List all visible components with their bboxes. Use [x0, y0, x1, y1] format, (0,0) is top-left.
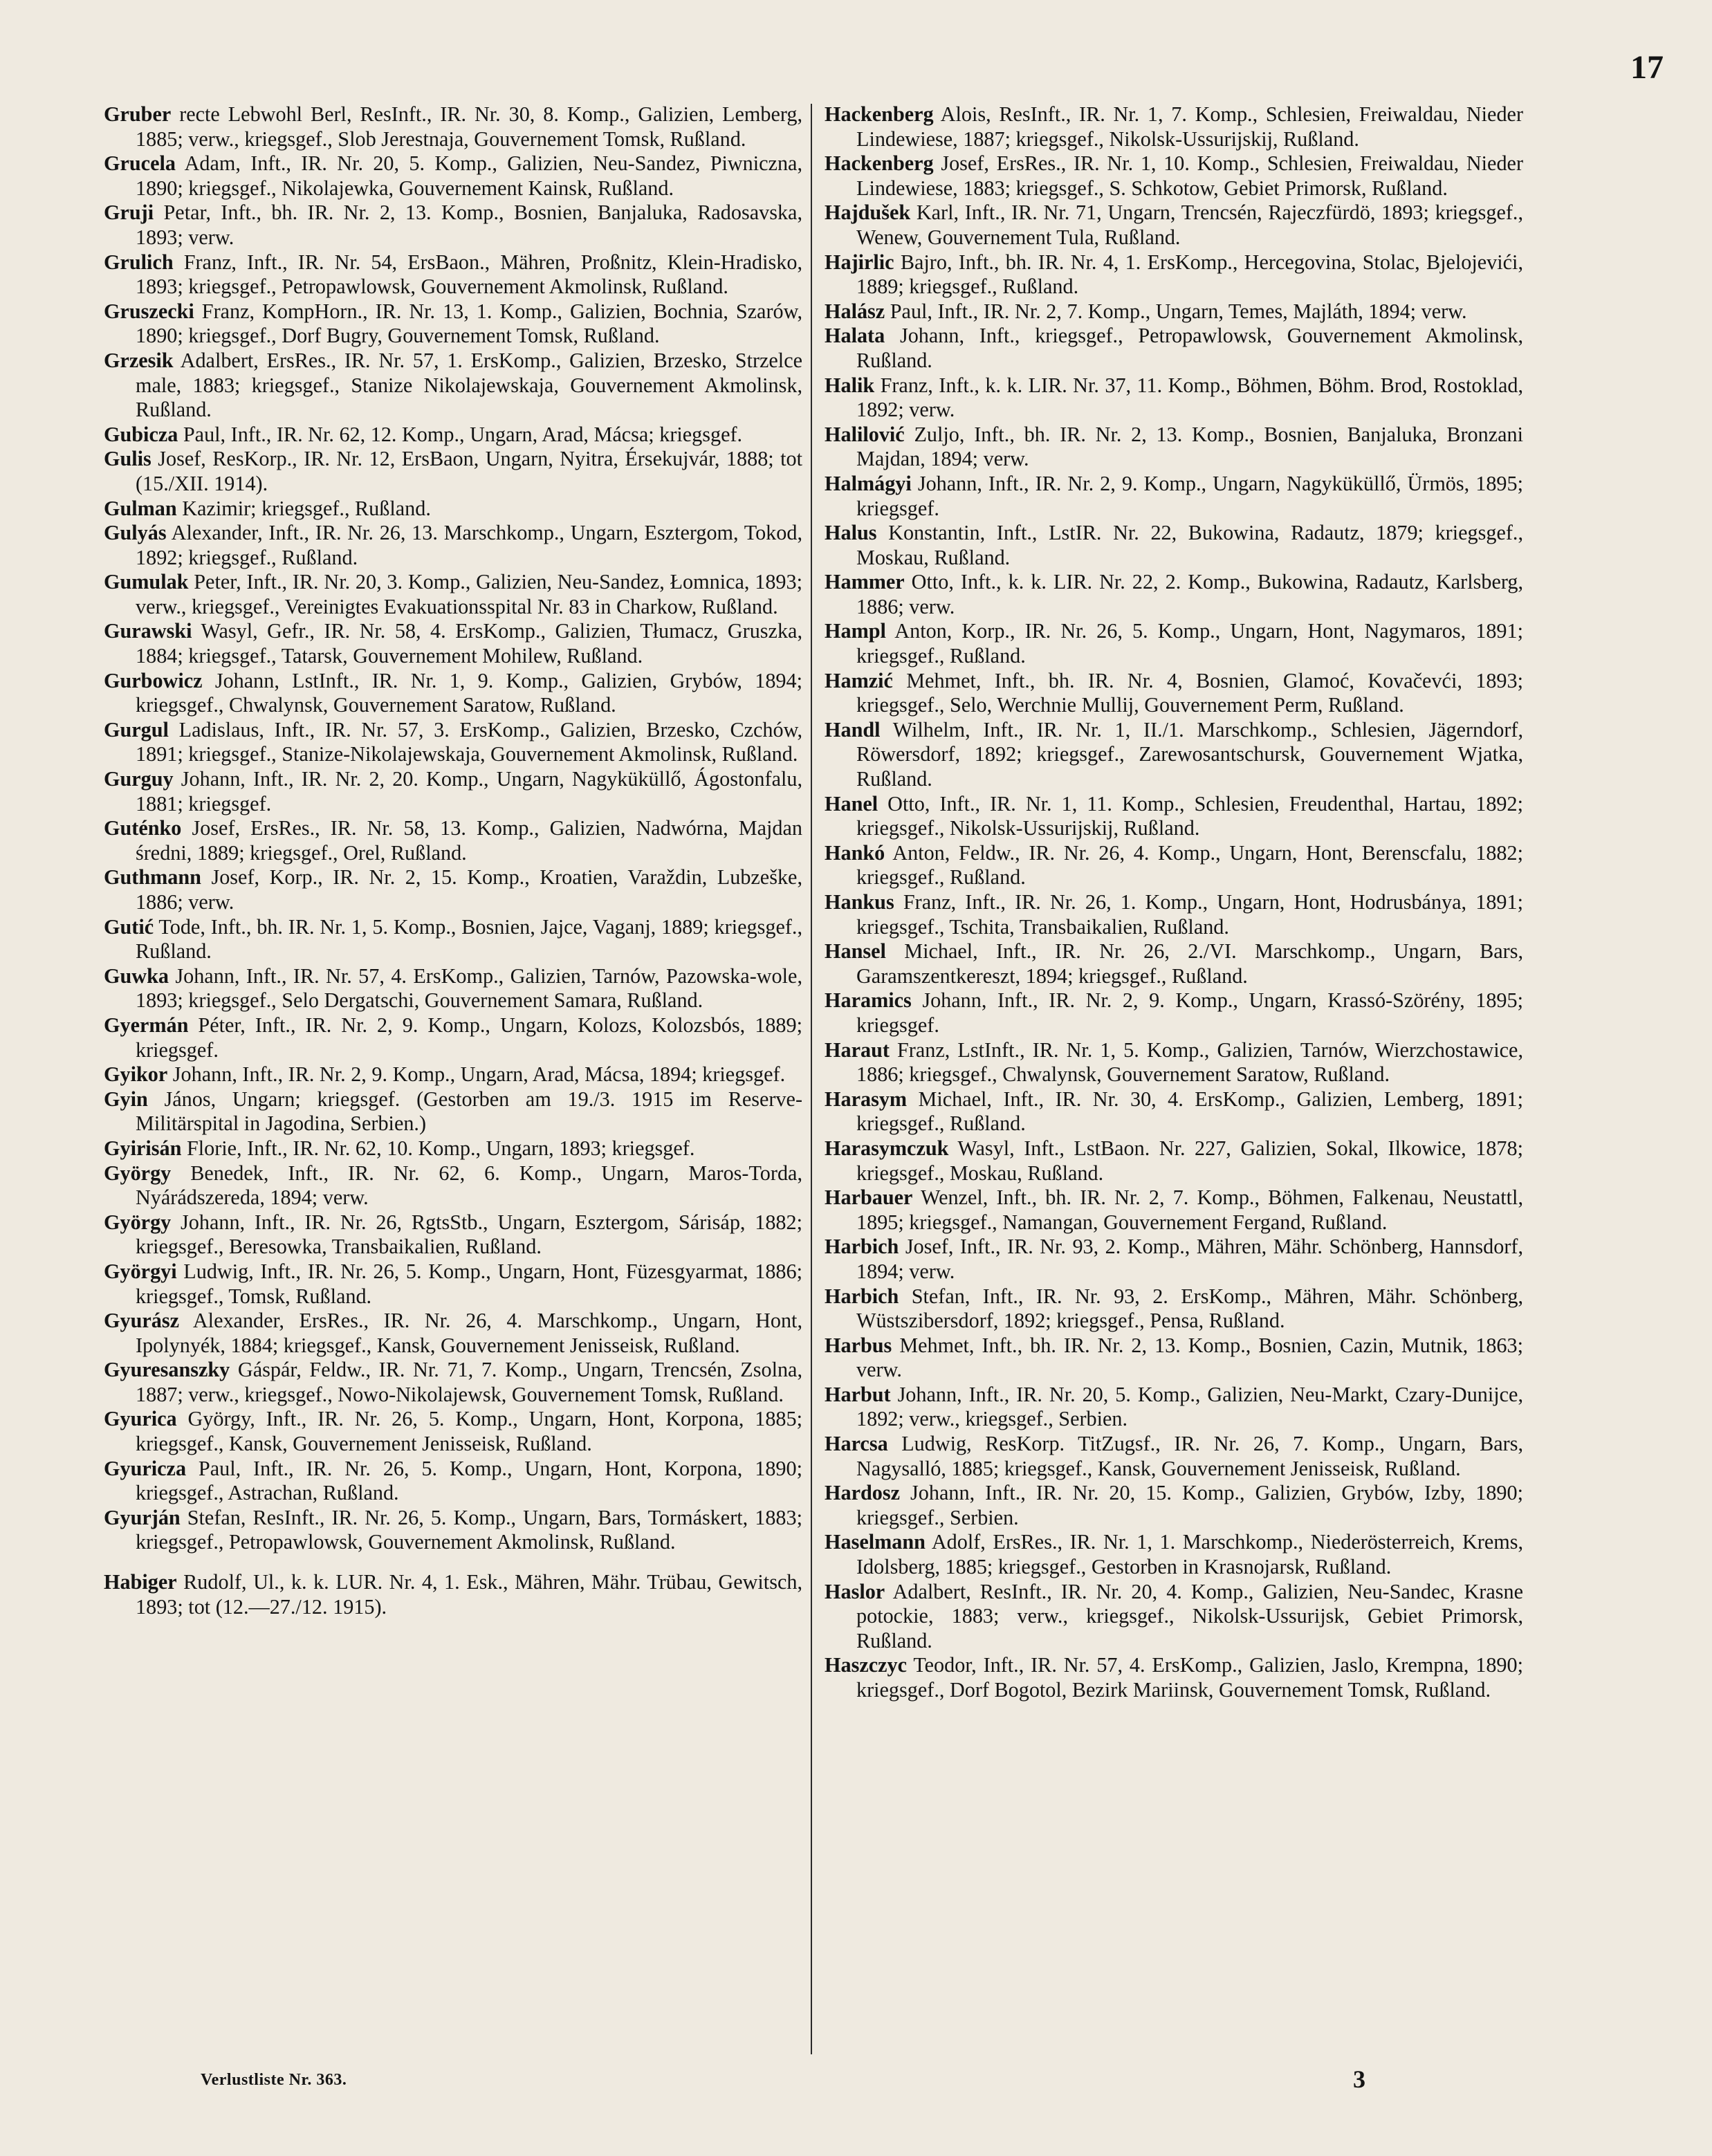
entry-surname: Gyermán [104, 1013, 189, 1037]
entry-surname: Gutić [104, 914, 154, 939]
entry-details: Konstantin, Inft., LstIR. Nr. 22, Bukowina, Radautz, 1879; kriegsgef., Moskau, Rußland. [856, 521, 1523, 569]
casualty-entry [825, 250, 1523, 300]
entry-details: Ladislaus, Inft., IR. Nr. 57, 3. ErsKomp., Galizien, Brzesko, Czchów, 1891; kriegsgef., Stanize-Nikolajewskaja, Gouvernement Akmolinsk, Rußland. [136, 717, 802, 766]
entry-surname: Hammer [825, 570, 905, 594]
entry-details: Ludwig, Inft., IR. Nr. 26, 5. Komp., Ungarn, Hont, Füzesgyarmat, 1886; kriegsgef., Tomsk, Rußland. [136, 1259, 802, 1308]
casualty-entry [825, 1481, 1523, 1530]
entry-surname: Haraut [825, 1038, 890, 1062]
casualty-entry [104, 1210, 802, 1260]
entry-surname: Gyirisán [104, 1136, 182, 1160]
casualty-entry [825, 1038, 1523, 1087]
entry-details: Johann, Inft., IR. Nr. 26, RgtsStb., Ungarn, Esztergom, Sárisáp, 1882; kriegsgef., Beresowka, Transbaikalien, Rußland. [136, 1210, 802, 1259]
casualty-entry [825, 1186, 1523, 1235]
entry-details: Adam, Inft., IR. Nr. 20, 5. Komp., Galizien, Neu-Sandez, Piwniczna, 1890; kriegsgef., Nikolajewka, Gouvernement Kainsk, Rußland. [136, 151, 802, 200]
casualty-entry [104, 250, 802, 300]
entry-details: Franz, Inft., k. k. LIR. Nr. 37, 11. Komp., Böhmen, Böhm. Brod, Rostoklad, 1892; verw. [856, 373, 1523, 422]
casualty-entry [104, 619, 802, 668]
entry-details: Johann, Inft., IR. Nr. 2, 20. Komp., Ungarn, Nagyküküllő, Ágostonfalu, 1881; kriegsgef. [136, 767, 802, 816]
entry-details: recte Lebwohl Berl, ResInft., IR. Nr. 30, 8. Komp., Galizien, Lemberg, 1885; verw., kriegsgef., Slob Jerestnaja, Gouvernement Tomsk, Rußland. [136, 102, 802, 151]
entry-details: Rudolf, Ul., k. k. LUR. Nr. 4, 1. Esk., Mähren, Mähr. Trübau, Gewitsch, 1893; tot (12.—27./12. 1915). [136, 1570, 802, 1619]
entry-details: Otto, Inft., k. k. LIR. Nr. 22, 2. Komp., Bukowina, Radautz, Karlsberg, 1886; verw. [856, 570, 1523, 618]
casualty-entry [825, 718, 1523, 792]
casualty-entry [825, 988, 1523, 1038]
casualty-entry [825, 939, 1523, 988]
entry-surname: Harasymczuk [825, 1136, 949, 1160]
entry-surname: Gulis [104, 447, 151, 471]
entry-surname: Guwka [104, 964, 169, 988]
entry-details: Stefan, Inft., IR. Nr. 93, 2. ErsKomp., Mähren, Mähr. Schönberg, Wüstszibersdorf, 1892; kriegsgef., Pensa, Rußland. [856, 1284, 1523, 1333]
entry-surname: Grzesik [104, 348, 174, 372]
entry-details: Adolf, ErsRes., IR. Nr. 1, 1. Marschkomp., Niederösterreich, Krems, Idolsberg, 1885; kriegsgef., Gestorben in Krasnojarsk, Rußland. [856, 1530, 1523, 1579]
entry-surname: György [104, 1210, 172, 1234]
casualty-entry [104, 669, 802, 718]
entry-surname: Gyurján [104, 1505, 181, 1529]
entry-surname: Györgyi [104, 1259, 177, 1283]
entry-details: Anton, Korp., IR. Nr. 26, 5. Komp., Ungarn, Hont, Nagymaros, 1891; kriegsgef., Rußland. [856, 619, 1523, 668]
entry-details: Alexander, Inft., IR. Nr. 26, 13. Marschkomp., Ungarn, Esztergom, Tokod, 1892; kriegsgef., Rußland. [136, 521, 802, 569]
casualty-entry [825, 324, 1523, 373]
entry-surname: Hankó [825, 840, 885, 865]
entry-surname: Hankus [825, 890, 894, 914]
right-column [825, 102, 1523, 1703]
entry-surname: Halilović [825, 422, 905, 446]
entry-details: Josef, Inft., IR. Nr. 93, 2. Komp., Mähren, Mähr. Schönberg, Hannsdorf, 1894; verw. [856, 1235, 1523, 1283]
casualty-entry [104, 521, 802, 570]
casualty-entry [104, 1457, 802, 1506]
casualty-entry [104, 1407, 802, 1456]
entry-surname: Gubicza [104, 422, 178, 446]
casualty-entry [825, 1383, 1523, 1432]
casualty-entry [825, 1235, 1523, 1284]
entry-details: Benedek, Inft., IR. Nr. 62, 6. Komp., Ungarn, Maros-Torda, Nyárádszereda, 1894; verw. [136, 1161, 802, 1210]
entry-surname: Gurbowicz [104, 668, 203, 692]
entry-surname: Haselmann [825, 1530, 926, 1554]
entry-details: Alois, ResInft., IR. Nr. 1, 7. Komp., Schlesien, Freiwaldau, Nieder Lindewiese, 1887; kriegsgef., Nikolsk-Ussurijskij, Rußland. [856, 102, 1523, 151]
entry-surname: Hackenberg [825, 151, 934, 176]
casualty-entry [104, 151, 802, 201]
entry-surname: Harbich [825, 1235, 899, 1259]
entry-details: János, Ungarn; kriegsgef. (Gestorben am 19./3. 1915 im Reserve-Militärspital in Jagodina, Serbien.) [136, 1087, 802, 1136]
casualty-entry [825, 570, 1523, 619]
casualty-entry [104, 1013, 802, 1062]
entry-surname: Halik [825, 373, 875, 397]
entry-surname: Harbus [825, 1333, 892, 1357]
entry-surname: Gyurica [104, 1407, 177, 1431]
casualty-entry [104, 816, 802, 865]
casualty-entry [104, 1087, 802, 1136]
entry-details: Paul, Inft., IR. Nr. 2, 7. Komp., Ungarn, Temes, Majláth, 1894; verw. [885, 299, 1467, 323]
entry-details: Josef, Korp., IR. Nr. 2, 15. Komp., Kroatien, Varaždin, Lubzeške, 1886; verw. [136, 865, 802, 914]
casualty-entry [104, 964, 802, 1013]
entry-surname: Gurawski [104, 619, 192, 643]
entry-surname: Hackenberg [825, 102, 934, 126]
entry-surname: Hampl [825, 619, 886, 643]
casualty-entry [104, 1260, 802, 1309]
entry-details: Johann, Inft., IR. Nr. 20, 5. Komp., Galizien, Neu-Markt, Czary-Dunijce, 1892; verw., kriegsgef., Serbien. [856, 1382, 1523, 1431]
entry-details: Stefan, ResInft., IR. Nr. 26, 5. Komp., Ungarn, Bars, Tormáskert, 1883; kriegsgef., Petropawlowsk, Gouvernement Akmolinsk, Rußland. [136, 1505, 802, 1554]
entry-details: Kazimir; kriegsgef., Rußland. [176, 496, 431, 520]
entry-details: Wasyl, Inft., LstBaon. Nr. 227, Galizien, Sokal, Ilkowice, 1878; kriegsgef., Moskau, Rußland. [856, 1136, 1523, 1185]
casualty-entry [104, 1309, 802, 1358]
entry-surname: Halász [825, 299, 885, 323]
footer-signature-number: 3 [1353, 2065, 1365, 2093]
entry-details: Florie, Inft., IR. Nr. 62, 10. Komp., Ungarn, 1893; kriegsgef. [181, 1136, 695, 1160]
entry-surname: Habiger [104, 1570, 177, 1594]
casualty-entry [825, 300, 1523, 324]
casualty-entry [825, 472, 1523, 521]
entry-surname: Hardosz [825, 1481, 901, 1505]
entry-surname: Gurgul [104, 717, 169, 741]
entry-surname: Haszczyc [825, 1653, 908, 1677]
entry-surname: Grucela [104, 151, 176, 176]
entry-details: Paul, Inft., IR. Nr. 62, 12. Komp., Ungarn, Arad, Mácsa; kriegsgef. [178, 422, 743, 446]
entry-details: Mehmet, Inft., bh. IR. Nr. 4, Bosnien, Glamoć, Kovačevći, 1893; kriegsgef., Selo, Werchnie Mullij, Gouvernement Perm, Rußland. [856, 668, 1523, 717]
entry-details: György, Inft., IR. Nr. 26, 5. Komp., Ungarn, Hont, Korpona, 1885; kriegsgef., Kansk, Gouvernement Jenisseisk, Rußland. [136, 1407, 802, 1456]
entry-details: Franz, Inft., IR. Nr. 54, ErsBaon., Mähren, Proßnitz, Klein-Hradisko, 1893; kriegsgef., Petropawlowsk, Gouvernement Akmolinsk, Rußland. [136, 250, 802, 299]
entry-spacer [104, 1555, 802, 1570]
entry-surname: Gulyás [104, 521, 167, 545]
entry-details: Peter, Inft., IR. Nr. 20, 3. Komp., Galizien, Neu-Sandez, Łomnica, 1893; verw., kriegsgef., Vereinigtes Evakuationsspital Nr. 83 in Charkow, Rußland. [136, 570, 802, 618]
casualty-entry [104, 915, 802, 964]
entry-details: Franz, Inft., IR. Nr. 26, 1. Komp., Ungarn, Hont, Hodrusbánya, 1891; kriegsgef., Tschita, Transbaikalien, Rußland. [856, 890, 1523, 939]
casualty-entry [104, 423, 802, 448]
entry-surname: Gyikor [104, 1062, 168, 1087]
casualty-entry [825, 792, 1523, 841]
entry-surname: Guténko [104, 816, 182, 840]
entry-details: Josef, ResKorp., IR. Nr. 12, ErsBaon, Ungarn, Nyitra, Érsekujvár, 1888; tot (15./XII. 1914). [136, 447, 802, 495]
entry-surname: Gruji [104, 201, 154, 225]
entry-surname: Gulman [104, 496, 177, 520]
entry-details: Adalbert, ErsRes., IR. Nr. 57, 1. ErsKomp., Galizien, Brzesko, Strzelce male, 1883; kriegsgef., Stanize Nikolajewskaja, Gouvernement Akmolinsk, Rußland. [136, 348, 802, 422]
casualty-entry [825, 1087, 1523, 1136]
entry-surname: Gyurász [104, 1309, 180, 1333]
entry-details: Wenzel, Inft., bh. IR. Nr. 2, 7. Komp., Böhmen, Falkenau, Neustattl, 1895; kriegsgef., Namangan, Gouvernement Fergand, Rußland. [856, 1186, 1523, 1234]
casualty-entry [825, 619, 1523, 668]
entry-surname: Harbut [825, 1382, 891, 1406]
casualty-entry [825, 102, 1523, 151]
entry-details: Zuljo, Inft., bh. IR. Nr. 2, 13. Komp., Bosnien, Banjaluka, Bronzani Majdan, 1894; verw. [856, 422, 1523, 471]
casualty-entry [104, 447, 802, 496]
casualty-entry [104, 1358, 802, 1407]
entry-details: Michael, Inft., IR. Nr. 30, 4. ErsKomp., Galizien, Lemberg, 1891; kriegsgef., Rußland. [856, 1087, 1523, 1136]
entry-details: Bajro, Inft., bh. IR. Nr. 4, 1. ErsKomp., Hercegovina, Stolac, Bjelojevići, 1889; kriegsgef., Rußland. [856, 250, 1523, 299]
entry-details: Alexander, ErsRes., IR. Nr. 26, 4. Marschkomp., Ungarn, Hont, Ipolynyék, 1884; kriegsgef., Kansk, Gouvernement Jenisseisk, Rußland. [136, 1309, 802, 1357]
casualty-entry [825, 201, 1523, 250]
casualty-entry [104, 300, 802, 349]
entry-surname: György [104, 1161, 172, 1185]
entry-surname: Haramics [825, 988, 912, 1013]
casualty-entry [104, 1161, 802, 1210]
entry-surname: Gumulak [104, 570, 189, 594]
entry-details: Johann, Inft., kriegsgef., Petropawlowsk, Gouvernement Akmolinsk, Rußland. [856, 324, 1523, 372]
entry-details: Otto, Inft., IR. Nr. 1, 11. Komp., Schlesien, Freudenthal, Hartau, 1892; kriegsgef., Nikolsk-Ussurijskij, Rußland. [856, 791, 1523, 840]
casualty-entry [104, 865, 802, 914]
casualty-entry [825, 1136, 1523, 1186]
entry-details: Johann, Inft., IR. Nr. 20, 15. Komp., Galizien, Grybów, Izby, 1890; kriegsgef., Serbien. [856, 1481, 1523, 1529]
entry-surname: Guthmann [104, 865, 201, 890]
entry-details: Johann, Inft., IR. Nr. 2, 9. Komp., Ungarn, Arad, Mácsa, 1894; kriegsgef. [167, 1062, 786, 1087]
casualty-entry [825, 374, 1523, 423]
casualty-entry [825, 1432, 1523, 1481]
casualty-entry [825, 1653, 1523, 1702]
entry-details: Josef, ErsRes., IR. Nr. 1, 10. Komp., Schlesien, Freiwaldau, Nieder Lindewiese, 1883; kriegsgef., S. Schkotow, Gebiet Primorsk, Rußland. [856, 151, 1523, 200]
casualty-entry [825, 1334, 1523, 1383]
entry-surname: Hajdušek [825, 201, 911, 225]
entry-details: Johann, Inft., IR. Nr. 2, 9. Komp., Ungarn, Nagyküküllő, Ürmös, 1895; kriegsgef. [856, 471, 1523, 520]
entry-details: Anton, Feldw., IR. Nr. 26, 4. Komp., Ungarn, Hont, Berenscfalu, 1882; kriegsgef., Rußland. [856, 840, 1523, 890]
casualty-entry [104, 497, 802, 522]
entry-surname: Gyuresanszky [104, 1358, 230, 1382]
casualty-entry [825, 151, 1523, 201]
entry-surname: Halata [825, 324, 885, 348]
casualty-entry [104, 349, 802, 423]
entry-details: Gáspár, Feldw., IR. Nr. 71, 7. Komp., Ungarn, Trencsén, Zsolna, 1887; verw., kriegsgef., Nowo-Nikolajewsk, Gouvernement Tomsk, Rußland. [136, 1358, 802, 1406]
entry-details: Petar, Inft., bh. IR. Nr. 2, 13. Komp., Bosnien, Banjaluka, Radosavska, 1893; verw. [136, 201, 802, 249]
casualty-entry [104, 201, 802, 250]
casualty-entry [104, 718, 802, 767]
entry-surname: Hajirlic [825, 250, 894, 274]
casualty-entry [825, 521, 1523, 570]
entry-surname: Gruber [104, 102, 172, 126]
entry-details: Karl, Inft., IR. Nr. 71, Ungarn, Trencsén, Rajeczfürdö, 1893; kriegsgef., Wenew, Gouvernement Tula, Rußland. [856, 201, 1523, 249]
entry-surname: Hamzić [825, 668, 893, 692]
casualty-entry [104, 1062, 802, 1087]
casualty-entry [104, 1570, 802, 1619]
casualty-entry [825, 1284, 1523, 1334]
casualty-entry [104, 1506, 802, 1555]
footer-list-number: Verlustliste Nr. 363. [201, 2071, 347, 2089]
casualty-entry [825, 1580, 1523, 1654]
entry-surname: Halus [825, 521, 877, 545]
casualty-entry [825, 841, 1523, 890]
entry-details: Adalbert, ResInft., IR. Nr. 20, 4. Komp., Galizien, Neu-Sandec, Krasne potockie, 1883; verw., kriegsgef., Nikolsk-Ussurijsk, Gebiet Primorsk, Rußland. [856, 1579, 1523, 1652]
casualty-entry [104, 1136, 802, 1161]
entry-surname: Harcsa [825, 1432, 888, 1456]
casualty-entry [825, 890, 1523, 939]
entry-details: Johann, Inft., IR. Nr. 2, 9. Komp., Ungarn, Krassó-Szörény, 1895; kriegsgef. [856, 988, 1523, 1037]
entry-surname: Gyuricza [104, 1456, 187, 1480]
entry-surname: Handl [825, 717, 881, 741]
entry-details: Mehmet, Inft., bh. IR. Nr. 2, 13. Komp., Bosnien, Cazin, Mutnik, 1863; verw. [856, 1333, 1523, 1382]
entry-surname: Harbauer [825, 1186, 913, 1210]
casualty-entry [104, 570, 802, 619]
casualty-entry [104, 767, 802, 816]
entry-surname: Gyin [104, 1087, 148, 1111]
entry-details: Ludwig, ResKorp. TitZugsf., IR. Nr. 26, 7. Komp., Ungarn, Bars, Nagysalló, 1885; kriegsgef., Kansk, Gouvernement Jenisseisk, Rußland. [856, 1432, 1523, 1480]
entry-details: Wasyl, Gefr., IR. Nr. 58, 4. ErsKomp., Galizien, Tłumacz, Gruszka, 1884; kriegsgef., Tatarsk, Gouvernement Mohilew, Rußland. [136, 619, 802, 668]
entry-details: Tode, Inft., bh. IR. Nr. 1, 5. Komp., Bosnien, Jajce, Vaganj, 1889; kriegsgef., Rußland. [136, 914, 802, 964]
entry-details: Franz, KompHorn., IR. Nr. 13, 1. Komp., Galizien, Bochnia, Szarów, 1890; kriegsgef., Dorf Bugry, Gouvernement Tomsk, Rußland. [136, 299, 802, 348]
entry-details: Johann, LstInft., IR. Nr. 1, 9. Komp., Galizien, Grybów, 1894; kriegsgef., Chwalynsk, Gouvernement Saratow, Rußland. [136, 668, 802, 717]
entry-details: Josef, ErsRes., IR. Nr. 58, 13. Komp., Galizien, Nadwórna, Majdan średni, 1889; kriegsgef., Orel, Rußland. [136, 816, 802, 865]
entry-details: Péter, Inft., IR. Nr. 2, 9. Komp., Ungarn, Kolozs, Kolozsbós, 1889; kriegsgef. [136, 1013, 802, 1062]
entry-surname: Harasym [825, 1087, 908, 1111]
entry-surname: Gruszecki [104, 299, 194, 323]
entry-surname: Halmágyi [825, 471, 912, 495]
casualty-entry [825, 669, 1523, 718]
left-column [104, 102, 802, 1619]
casualty-entry [825, 423, 1523, 472]
entry-surname: Haslor [825, 1579, 885, 1603]
entry-details: Franz, LstInft., IR. Nr. 1, 5. Komp., Galizien, Tarnów, Wierzchostawice, 1886; kriegsgef., Chwalynsk, Gouvernement Saratow, Rußland. [856, 1038, 1523, 1087]
casualty-entry [825, 1530, 1523, 1579]
entry-details: Wilhelm, Inft., IR. Nr. 1, II./1. Marschkomp., Schlesien, Jägerndorf, Röwersdorf, 1892; kriegsgef., Zarewosantschursk, Gouvernement Wjatka, Rußland. [856, 717, 1523, 791]
entry-details: Michael, Inft., IR. Nr. 26, 2./VI. Marschkomp., Ungarn, Bars, Garamszentkereszt, 1894; kriegsgef., Rußland. [856, 939, 1523, 988]
entry-details: Johann, Inft., IR. Nr. 57, 4. ErsKomp., Galizien, Tarnów, Pazowska-wole, 1893; kriegsgef., Selo Dergatschi, Gouvernement Samara, Rußland. [136, 964, 802, 1013]
column-divider [811, 104, 812, 2054]
entry-details: Teodor, Inft., IR. Nr. 57, 4. ErsKomp., Galizien, Jaslo, Krempna, 1890; kriegsgef., Dorf Bogotol, Bezirk Mariinsk, Gouvernement Tomsk, Rußland. [856, 1653, 1523, 1702]
casualty-entry [104, 102, 802, 151]
page-number: 17 [1630, 49, 1664, 86]
entry-surname: Harbich [825, 1284, 899, 1308]
entry-surname: Hansel [825, 939, 886, 964]
entry-surname: Grulich [104, 250, 174, 274]
entry-details: Paul, Inft., IR. Nr. 26, 5. Komp., Ungarn, Hont, Korpona, 1890; kriegsgef., Astrachan, Rußland. [136, 1456, 802, 1505]
entry-surname: Gurguy [104, 767, 174, 791]
entry-surname: Hanel [825, 791, 878, 816]
